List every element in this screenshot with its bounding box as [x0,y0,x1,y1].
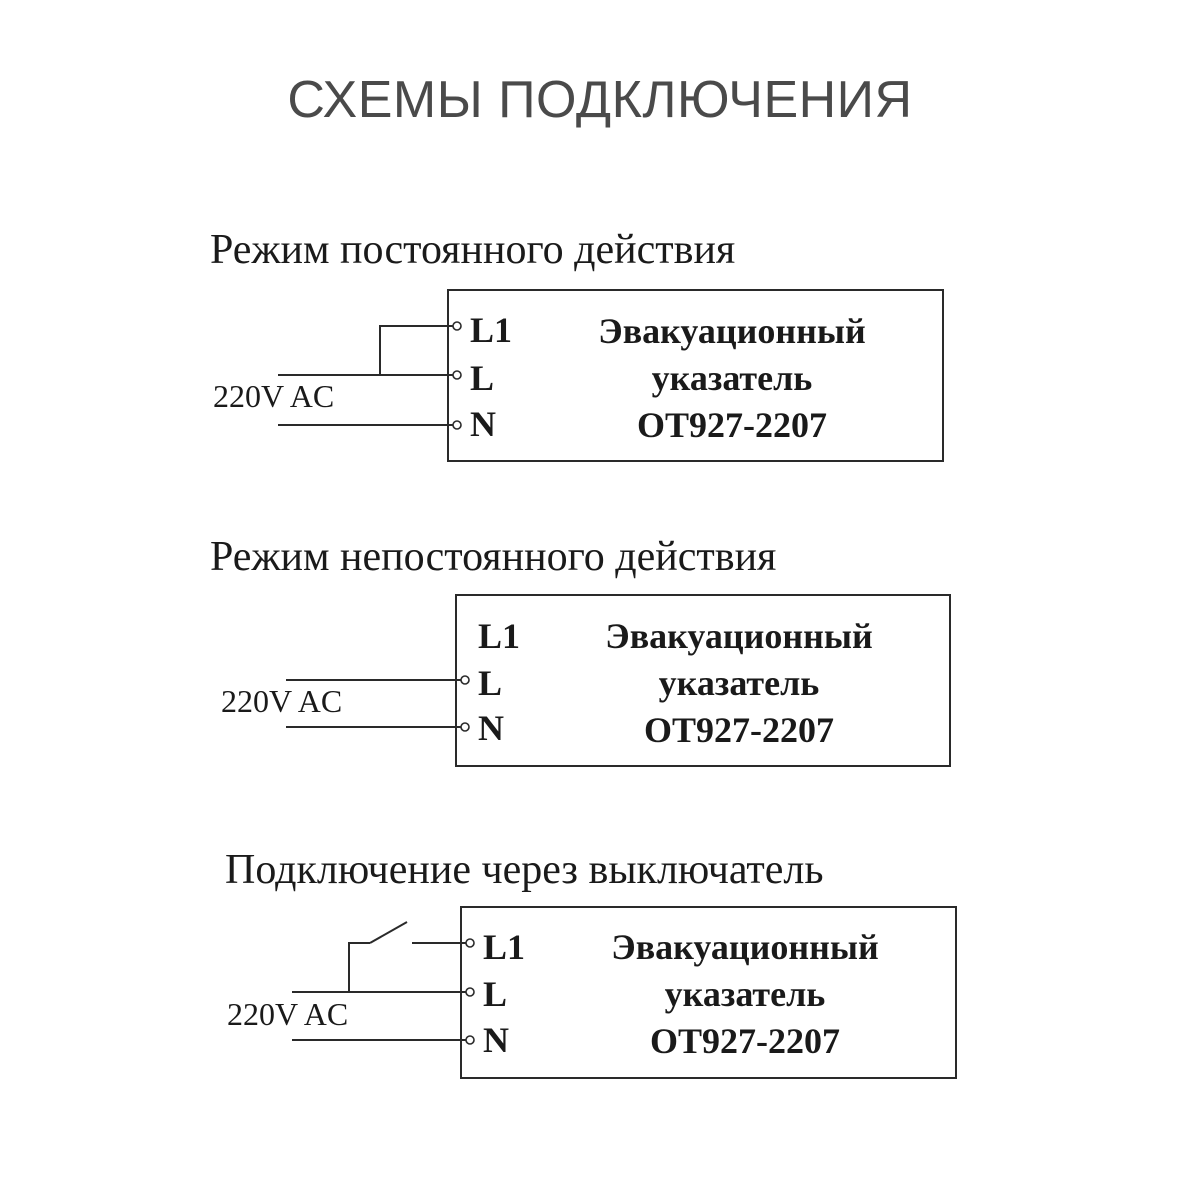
page-title: СХЕМЫ ПОДКЛЮЧЕНИЯ [287,71,913,129]
supply-label: 220V AC [213,378,335,414]
device-name-line3: OT927-2207 [649,1021,840,1061]
terminal-n: N [478,708,504,748]
terminal-l: L [483,974,508,1014]
device-name-line3: OT927-2207 [636,405,827,445]
terminal-l1: L1 [483,927,526,967]
device-name-line2: указатель [651,358,813,398]
supply-label: 220V AC [221,683,343,719]
terminal-l: L [478,663,503,703]
device-name [575,924,915,1065]
diagram-maintained [0,220,1200,520]
diagram-non-maintained [0,527,1200,827]
device-name [569,613,909,754]
terminal-n: N [470,404,496,444]
device-name-line2: указатель [664,974,826,1014]
section-title: Режим непостоянного действия [210,534,777,580]
wire-switch-feed [349,943,370,992]
section-title: Режим постоянного действия [210,227,736,273]
terminal-l1: L1 [478,616,521,656]
device-name-line1: Эвакуационный [611,927,879,967]
device-name-line3: OT927-2207 [643,710,834,750]
wire-l-bridge [278,326,453,375]
device-name [562,308,902,449]
terminal-l1: L1 [470,310,513,350]
terminal-l: L [470,358,495,398]
section-title: Подключение через выключатель [225,847,824,893]
switch-lever [370,922,407,943]
terminal-n: N [483,1020,509,1060]
supply-label: 220V AC [227,996,349,1032]
diagram-switched [0,840,1200,1140]
device-name-line1: Эвакуационный [605,616,873,656]
device-name-line2: указатель [658,663,820,703]
device-name-line1: Эвакуационный [598,311,866,351]
